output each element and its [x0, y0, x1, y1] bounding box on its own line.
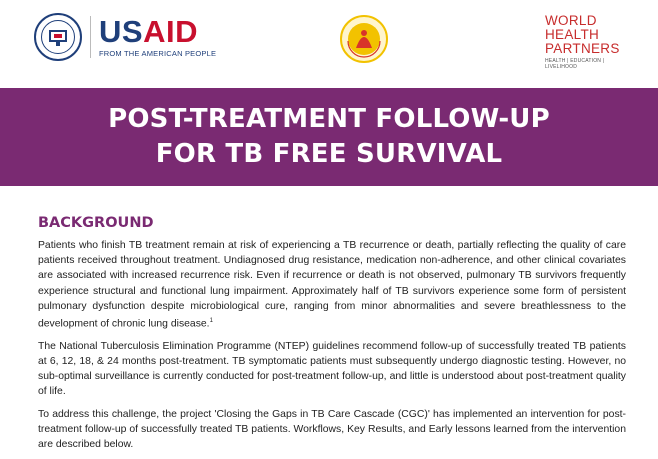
paragraph-1: Patients who finish TB treatment remain at risk of experiencing a TB recurrence or death, partially reflecting the quality of care patients received throughout treatment. Undiagnosed drug resistance, medication non-adherence, and other clinical covariates are associated with increased recurrence risk. Even if recurrence or death is not observed, pulmonary TB survivors frequently experience structural and functional lung impairment. Approximately half of TB survivors experience some form of persistent pulmonary dysfunction despite microbiological cure, ranging from minor abnormalities and severe breathlessness to the development of chronic lung disease.$^1$ — [38, 240, 626, 330]
title-banner — [0, 88, 658, 186]
paragraph-2: The National Tuberculosis Elimination Programme (NTEP) guidelines recommend follow-up of successfully treated TB patients at 6, 12, 18, & 24 months post-treatment. TB symptomatic patients must subsequently undergo diagnostic testing. However, no sub-optimal surveillance is currently conducted for post-treatment follow-up, and little is understood about post-treatment quality of life. — [38, 340, 626, 398]
section-heading: BACKGROUND — [38, 215, 154, 231]
paragraph-3: To address this challenge, the project 'Closing the Gaps in TB Care Cascade (CGC)' has implemented an intervention for post-treatment follow-up of successfully treated TB patients. Workflows, Key Results, and Early lessons learned from the intervention are described below. — [38, 408, 626, 450]
ntep-emblem-icon — [339, 14, 389, 64]
whp-line-health: HEALTH — [545, 27, 600, 42]
whp-line-partners: PARTNERS — [545, 41, 620, 56]
reference-marker: 1 — [209, 318, 213, 325]
usaid-tagline: FROM THE AMERICAN PEOPLE — [99, 49, 217, 58]
whp-logo — [545, 14, 625, 70]
background-section — [38, 214, 626, 459]
usaid-seal-icon — [34, 13, 82, 61]
whp-tagline: HEALTH | EDUCATION | LIVELIHOOD — [545, 58, 605, 70]
whp-line-world: WORLD — [545, 13, 597, 28]
page-title-line2: FOR TB FREE SURVIVAL — [155, 139, 503, 169]
page-title-line1: POST-TREATMENT FOLLOW-UP — [108, 104, 550, 134]
usaid-logo — [34, 13, 216, 61]
logo-bar — [0, 0, 658, 88]
usaid-wordmark: USAID — [99, 14, 198, 49]
